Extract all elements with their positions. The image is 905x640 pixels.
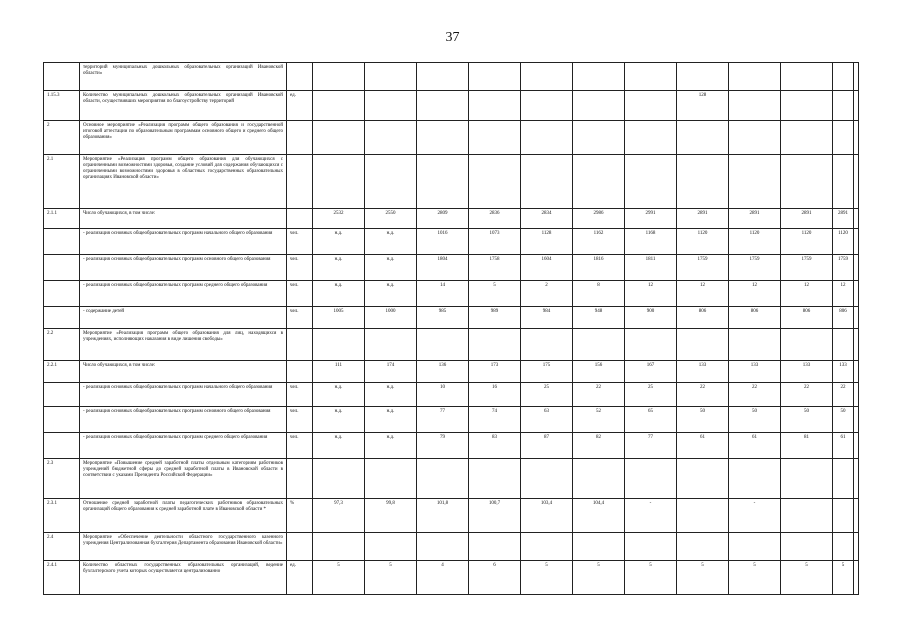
value-cell: 83 — [469, 433, 521, 459]
value-cell: 100,7 — [469, 499, 521, 533]
value-cell: н.д. — [365, 229, 417, 255]
value-cell — [781, 121, 833, 155]
empty-cell — [854, 229, 859, 255]
value-cell: 6 — [469, 561, 521, 595]
empty-cell — [854, 533, 859, 561]
value-cell: 1758 — [469, 255, 521, 281]
page-number: 37 — [445, 30, 460, 45]
value-cell: 79 — [417, 433, 469, 459]
indicator-name-cell: Мероприятие «Повышение средней заработной платы отдельным категориям работников учреждений бюджетной сферы до средней заработной платы в Ивановской области в соответствии с указами Президента Российской Федерации» — [80, 459, 287, 499]
value-cell — [729, 63, 781, 91]
empty-cell — [854, 281, 859, 307]
value-cell: 1120 — [677, 229, 729, 255]
value-cell: 2550 — [365, 209, 417, 229]
value-cell — [781, 499, 833, 533]
value-cell: 989 — [469, 307, 521, 329]
indicator-name-cell: Число обучающихся, в том числе: — [80, 209, 287, 229]
value-cell: 12 — [625, 281, 677, 307]
value-cell: 136 — [417, 361, 469, 383]
value-cell: н.д. — [313, 383, 365, 407]
value-cell — [365, 63, 417, 91]
empty-cell — [854, 499, 859, 533]
row-number-cell: 1.15.3 — [44, 91, 80, 121]
unit-cell: ед. — [287, 561, 313, 595]
value-cell — [417, 63, 469, 91]
row-number-cell — [44, 433, 80, 459]
value-cell: 5 — [677, 561, 729, 595]
unit-cell: чел. — [287, 407, 313, 433]
value-cell — [781, 63, 833, 91]
empty-cell — [854, 63, 859, 91]
row-number-cell — [44, 307, 80, 329]
value-cell: н.д. — [365, 383, 417, 407]
value-cell — [573, 91, 625, 121]
value-cell — [313, 155, 365, 209]
unit-cell: чел. — [287, 255, 313, 281]
value-cell — [469, 459, 521, 499]
table-row — [44, 329, 859, 361]
value-cell: 104,4 — [573, 499, 625, 533]
row-number-cell: 2.2.1 — [44, 361, 80, 383]
value-cell: н.д. — [365, 255, 417, 281]
indicator-name-cell: Количество областных государственных образовательных организаций, ведение бухгалтерского учета которых осуществляется централизованно — [80, 561, 287, 595]
value-cell: 5 — [781, 561, 833, 595]
value-cell: 25 — [521, 383, 573, 407]
value-cell: 1759 — [729, 255, 781, 281]
value-cell: 81 — [781, 433, 833, 459]
value-cell: 50 — [833, 407, 854, 433]
row-number-cell — [44, 229, 80, 255]
row-number-cell: 2.1.1 — [44, 209, 80, 229]
table-row — [44, 209, 859, 229]
row-number-cell: 2.2 — [44, 329, 80, 361]
value-cell — [833, 459, 854, 499]
value-cell: 133 — [781, 361, 833, 383]
value-cell: 10 — [417, 383, 469, 407]
value-cell: 14 — [417, 281, 469, 307]
value-cell: 2809 — [417, 209, 469, 229]
table-row — [44, 533, 859, 561]
empty-cell — [854, 155, 859, 209]
value-cell: 167 — [625, 361, 677, 383]
value-cell: 22 — [677, 383, 729, 407]
value-cell: 111 — [313, 361, 365, 383]
value-cell — [833, 329, 854, 361]
value-cell — [417, 155, 469, 209]
unit-cell: чел. — [287, 229, 313, 255]
value-cell: 2891 — [677, 209, 729, 229]
value-cell — [573, 155, 625, 209]
empty-cell — [854, 433, 859, 459]
unit-cell — [287, 329, 313, 361]
value-cell: 65 — [625, 407, 677, 433]
value-cell: н.д. — [313, 229, 365, 255]
value-cell — [365, 459, 417, 499]
value-cell: 61 — [833, 433, 854, 459]
value-cell: 128 — [677, 91, 729, 121]
row-number-cell — [44, 407, 80, 433]
value-cell: 5 — [365, 561, 417, 595]
value-cell — [625, 533, 677, 561]
empty-cell — [854, 459, 859, 499]
value-cell — [729, 533, 781, 561]
value-cell — [521, 155, 573, 209]
value-cell — [833, 121, 854, 155]
value-cell — [729, 91, 781, 121]
value-cell: 8 — [573, 281, 625, 307]
value-cell: 2836 — [469, 209, 521, 229]
empty-cell — [854, 209, 859, 229]
table-row — [44, 459, 859, 499]
value-cell: 12 — [729, 281, 781, 307]
value-cell: 50 — [729, 407, 781, 433]
value-cell — [573, 533, 625, 561]
value-cell — [677, 329, 729, 361]
empty-cell — [854, 329, 859, 361]
table-row — [44, 307, 859, 329]
value-cell: н.д. — [365, 407, 417, 433]
value-cell — [313, 329, 365, 361]
table-row — [44, 155, 859, 209]
value-cell: 50 — [677, 407, 729, 433]
value-cell: 2532 — [313, 209, 365, 229]
value-cell: 1804 — [417, 255, 469, 281]
value-cell — [313, 459, 365, 499]
row-number-cell — [44, 281, 80, 307]
value-cell: 1759 — [833, 255, 854, 281]
value-cell — [313, 63, 365, 91]
table-row — [44, 433, 859, 459]
value-cell: 5 — [625, 561, 677, 595]
row-number-cell: 2.4 — [44, 533, 80, 561]
value-cell — [833, 499, 854, 533]
indicator-name-cell: - реализация основных общеобразовательных программ основного общего образования — [80, 255, 287, 281]
value-cell: н.д. — [313, 407, 365, 433]
value-cell — [625, 63, 677, 91]
table-row — [44, 255, 859, 281]
value-cell: 2834 — [521, 209, 573, 229]
value-cell: 133 — [677, 361, 729, 383]
value-cell: 1016 — [417, 229, 469, 255]
value-cell: 173 — [469, 361, 521, 383]
value-cell: 12 — [677, 281, 729, 307]
value-cell: 77 — [417, 407, 469, 433]
value-cell — [833, 63, 854, 91]
value-cell — [781, 459, 833, 499]
row-number-cell — [44, 255, 80, 281]
value-cell: 2986 — [573, 209, 625, 229]
unit-cell: чел. — [287, 307, 313, 329]
row-number-cell: 2 — [44, 121, 80, 155]
value-cell — [677, 63, 729, 91]
value-cell: 77 — [625, 433, 677, 459]
indicator-name-cell: Мероприятие «Обеспечение деятельности областного государственного казенного учреждения Централизованная бухгалтерия Департамента образования Ивановской области» — [80, 533, 287, 561]
value-cell: 61 — [729, 433, 781, 459]
table-row — [44, 499, 859, 533]
value-cell — [573, 329, 625, 361]
value-cell — [573, 63, 625, 91]
value-cell: 22 — [833, 383, 854, 407]
value-cell — [365, 329, 417, 361]
table-row — [44, 383, 859, 407]
value-cell — [625, 121, 677, 155]
value-cell: 5 — [469, 281, 521, 307]
value-cell: 1120 — [729, 229, 781, 255]
value-cell: 1000 — [365, 307, 417, 329]
value-cell: 74 — [469, 407, 521, 433]
indicator-name-cell: Основное мероприятие «Реализация программ общего образования и государственной итоговой аттестации по образовательным программам основного общего и среднего общего образования» — [80, 121, 287, 155]
value-cell: н.д. — [365, 433, 417, 459]
indicator-name-cell: - реализация основных общеобразовательных программ среднего общего образования — [80, 281, 287, 307]
indicator-name-cell: - реализация основных общеобразовательных программ основного общего образования — [80, 407, 287, 433]
value-cell — [469, 63, 521, 91]
value-cell: 984 — [521, 307, 573, 329]
value-cell: - — [625, 499, 677, 533]
table-row — [44, 281, 859, 307]
value-cell: 12 — [833, 281, 854, 307]
value-cell — [417, 91, 469, 121]
value-cell: 1759 — [677, 255, 729, 281]
empty-cell — [854, 91, 859, 121]
table-row — [44, 91, 859, 121]
value-cell: н.д. — [313, 255, 365, 281]
row-number-cell: 2.3.1 — [44, 499, 80, 533]
value-cell: 1120 — [781, 229, 833, 255]
value-cell: 22 — [573, 383, 625, 407]
value-cell: н.д. — [313, 281, 365, 307]
value-cell: 2991 — [625, 209, 677, 229]
value-cell: 806 — [729, 307, 781, 329]
value-cell: 2891 — [781, 209, 833, 229]
value-cell: 5 — [521, 561, 573, 595]
value-cell — [573, 459, 625, 499]
value-cell: 5 — [729, 561, 781, 595]
unit-cell: чел. — [287, 383, 313, 407]
value-cell: 103,4 — [521, 499, 573, 533]
value-cell: 1128 — [521, 229, 573, 255]
empty-cell — [854, 383, 859, 407]
value-cell: 1073 — [469, 229, 521, 255]
value-cell — [781, 155, 833, 209]
unit-cell — [287, 361, 313, 383]
value-cell: 63 — [521, 407, 573, 433]
value-cell — [521, 121, 573, 155]
empty-cell — [854, 121, 859, 155]
value-cell — [313, 121, 365, 155]
indicator-name-cell: Количество муниципальных дошкольных образовательных организаций Ивановской области, осуществивших мероприятия по благоустройству территорий — [80, 91, 287, 121]
row-number-cell: 2.3 — [44, 459, 80, 499]
value-cell: 133 — [833, 361, 854, 383]
value-cell: 87 — [521, 433, 573, 459]
unit-cell — [287, 209, 313, 229]
value-cell — [469, 91, 521, 121]
value-cell — [521, 91, 573, 121]
value-cell: 1168 — [625, 229, 677, 255]
unit-cell — [287, 121, 313, 155]
value-cell: 156 — [573, 361, 625, 383]
unit-cell: ед. — [287, 91, 313, 121]
value-cell — [417, 121, 469, 155]
value-cell — [729, 459, 781, 499]
unit-cell: чел. — [287, 281, 313, 307]
value-cell: 2 — [521, 281, 573, 307]
unit-cell — [287, 155, 313, 209]
value-cell — [521, 533, 573, 561]
table-row — [44, 407, 859, 433]
value-cell: 948 — [573, 307, 625, 329]
value-cell: 16 — [469, 383, 521, 407]
value-cell — [625, 459, 677, 499]
value-cell: 61 — [677, 433, 729, 459]
value-cell — [729, 155, 781, 209]
value-cell: н.д. — [313, 433, 365, 459]
value-cell: 1604 — [521, 255, 573, 281]
value-cell: 22 — [781, 383, 833, 407]
value-cell: 1005 — [313, 307, 365, 329]
value-cell: 806 — [677, 307, 729, 329]
table-row — [44, 63, 859, 91]
value-cell — [781, 533, 833, 561]
indicator-name-cell: - реализация основных общеобразовательных программ начального общего образования — [80, 229, 287, 255]
indicator-name-cell: Мероприятие «Реализация программ общего образования для обучающихся с ограниченными возможностями здоровья, создание условий для содержания обучающихся с ограниченными возможностями здоровья в областных государственных образовательных организациях Ивановской области» — [80, 155, 287, 209]
unit-cell — [287, 63, 313, 91]
value-cell: н.д. — [365, 281, 417, 307]
indicator-name-cell: Отношение средней заработной платы педагогических работников образовательных организаций общего образования к средней заработной плате в Ивановской области * — [80, 499, 287, 533]
value-cell: 82 — [573, 433, 625, 459]
table-row — [44, 229, 859, 255]
value-cell: 52 — [573, 407, 625, 433]
unit-cell: чел. — [287, 433, 313, 459]
table-row — [44, 561, 859, 595]
value-cell: 985 — [417, 307, 469, 329]
value-cell: 174 — [365, 361, 417, 383]
value-cell — [677, 155, 729, 209]
value-cell: 175 — [521, 361, 573, 383]
indicator-name-cell: - реализация основных общеобразовательных программ начального общего образования — [80, 383, 287, 407]
value-cell — [417, 533, 469, 561]
value-cell: 101,8 — [417, 499, 469, 533]
unit-cell — [287, 459, 313, 499]
value-cell — [365, 91, 417, 121]
value-cell — [781, 91, 833, 121]
empty-cell — [854, 307, 859, 329]
value-cell — [729, 121, 781, 155]
value-cell: 99,8 — [365, 499, 417, 533]
value-cell — [469, 329, 521, 361]
value-cell — [833, 91, 854, 121]
value-cell — [313, 91, 365, 121]
row-number-cell: 2.4.1 — [44, 561, 80, 595]
value-cell: 1816 — [573, 255, 625, 281]
value-cell: - — [729, 499, 781, 533]
empty-cell — [854, 361, 859, 383]
value-cell — [625, 329, 677, 361]
table-row — [44, 121, 859, 155]
empty-cell — [854, 255, 859, 281]
value-cell: 22 — [729, 383, 781, 407]
indicator-name-cell: - содержание детей — [80, 307, 287, 329]
value-cell — [417, 329, 469, 361]
value-cell — [573, 121, 625, 155]
value-cell — [365, 121, 417, 155]
value-cell — [677, 499, 729, 533]
value-cell: 50 — [781, 407, 833, 433]
value-cell — [417, 459, 469, 499]
value-cell — [677, 121, 729, 155]
value-cell: 900 — [625, 307, 677, 329]
row-number-cell — [44, 63, 80, 91]
value-cell — [625, 155, 677, 209]
value-cell — [677, 459, 729, 499]
value-cell — [677, 533, 729, 561]
value-cell — [469, 121, 521, 155]
empty-cell — [854, 407, 859, 433]
indicator-name-cell: территорий муниципальных дошкольных образовательных организаций Ивановской области» — [80, 63, 287, 91]
value-cell — [365, 155, 417, 209]
unit-cell: % — [287, 499, 313, 533]
indicator-name-cell: - реализация основных общеобразовательных программ среднего общего образования — [80, 433, 287, 459]
value-cell — [729, 329, 781, 361]
value-cell: 1162 — [573, 229, 625, 255]
value-cell: 5 — [313, 561, 365, 595]
value-cell: 806 — [833, 307, 854, 329]
value-cell: 2891 — [833, 209, 854, 229]
value-cell — [469, 155, 521, 209]
value-cell — [521, 63, 573, 91]
indicator-name-cell: Мероприятие «Реализация программ общего образования для лиц, находящихся в учреждениях, исполняющих наказания в виде лишения свободы» — [80, 329, 287, 361]
value-cell — [833, 533, 854, 561]
value-cell — [781, 329, 833, 361]
row-number-cell — [44, 383, 80, 407]
value-cell: 2891 — [729, 209, 781, 229]
value-cell: 133 — [729, 361, 781, 383]
empty-cell — [854, 561, 859, 595]
value-cell — [833, 155, 854, 209]
value-cell — [313, 533, 365, 561]
value-cell — [521, 459, 573, 499]
value-cell: 4 — [417, 561, 469, 595]
value-cell: 1811 — [625, 255, 677, 281]
value-cell: 5 — [833, 561, 854, 595]
value-cell — [469, 533, 521, 561]
value-cell: 25 — [625, 383, 677, 407]
indicators-table — [43, 62, 859, 595]
value-cell: 5 — [573, 561, 625, 595]
unit-cell — [287, 533, 313, 561]
indicator-name-cell: Число обучающихся, в том числе: — [80, 361, 287, 383]
value-cell: 97,3 — [313, 499, 365, 533]
table-body — [44, 63, 859, 595]
table-row — [44, 361, 859, 383]
value-cell — [625, 91, 677, 121]
value-cell: 12 — [781, 281, 833, 307]
value-cell — [521, 329, 573, 361]
value-cell: 1759 — [781, 255, 833, 281]
value-cell: 806 — [781, 307, 833, 329]
value-cell — [365, 533, 417, 561]
row-number-cell: 2.1 — [44, 155, 80, 209]
value-cell: 1120 — [833, 229, 854, 255]
